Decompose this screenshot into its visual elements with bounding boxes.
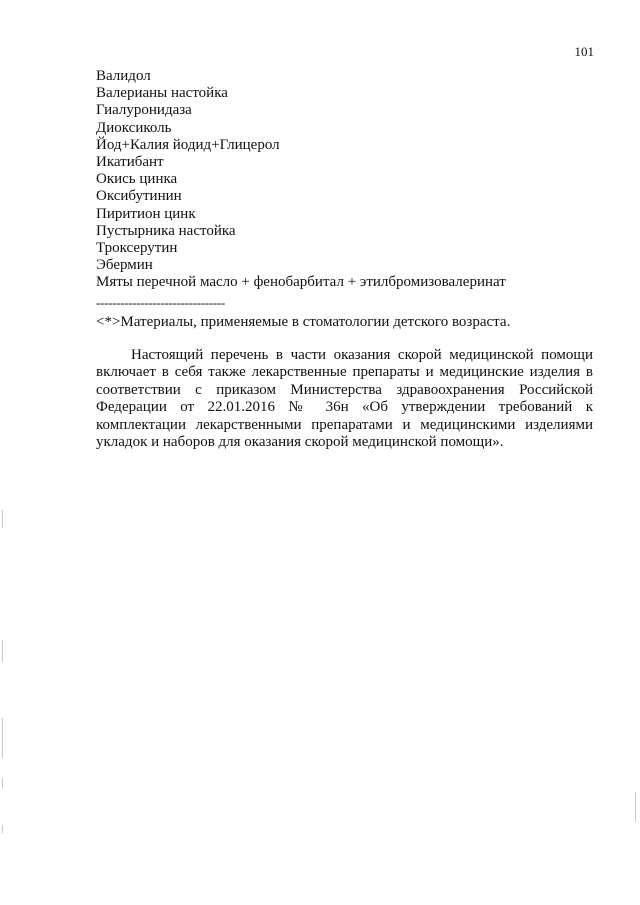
scan-margin-mark [2,510,3,528]
drug-list-item: Оксибутинин [96,188,182,205]
scan-margin-mark [2,718,3,758]
page-number: 101 [574,44,594,59]
drug-list-item: Эбермин [96,257,153,274]
scan-margin-mark [635,792,636,822]
drug-list-item: Пиритион цинк [96,205,196,222]
drug-list [96,68,506,292]
footnote-text: <*>Материалы, применяемые в стоматологии детского возраста. [96,314,511,330]
drug-list-item: Мяты перечной масло + фенобарбитал + этилбромизовалеринат [96,274,506,291]
drug-list-item: Окись цинка [96,171,178,188]
drug-list-item: Диоксиколь [96,119,172,136]
drug-list-item: Валидол [96,68,151,84]
body-paragraph: Настоящий перечень в части оказания скорой медицинской помощи включает в себя также лекарственные препараты и медицинские изделия в соответствии с приказом Министерства здравоохранения Российской Федерации от 22.01.2016 № 36н «Об утверждении требований к комплектации лекарственными препаратами и медицинскими изделиями укладок и наборов для оказания скорой медицинской помощи». [96,347,593,451]
scan-margin-mark [2,825,3,833]
drug-list-item: Пустырника настойка [96,222,236,239]
drug-list-item: Троксерутин [96,240,178,257]
footnote-separator: -------------------------------- [96,295,225,310]
drug-list-item: Гиалуронидаза [96,102,192,119]
drug-list-item: Икатибант [96,154,164,171]
drug-list-item: Валерианы настойка [96,85,228,102]
scan-margin-mark [2,778,3,788]
scan-margin-mark [2,640,3,662]
drug-list-item: Йод+Калия йодид+Глицерол [96,136,280,153]
